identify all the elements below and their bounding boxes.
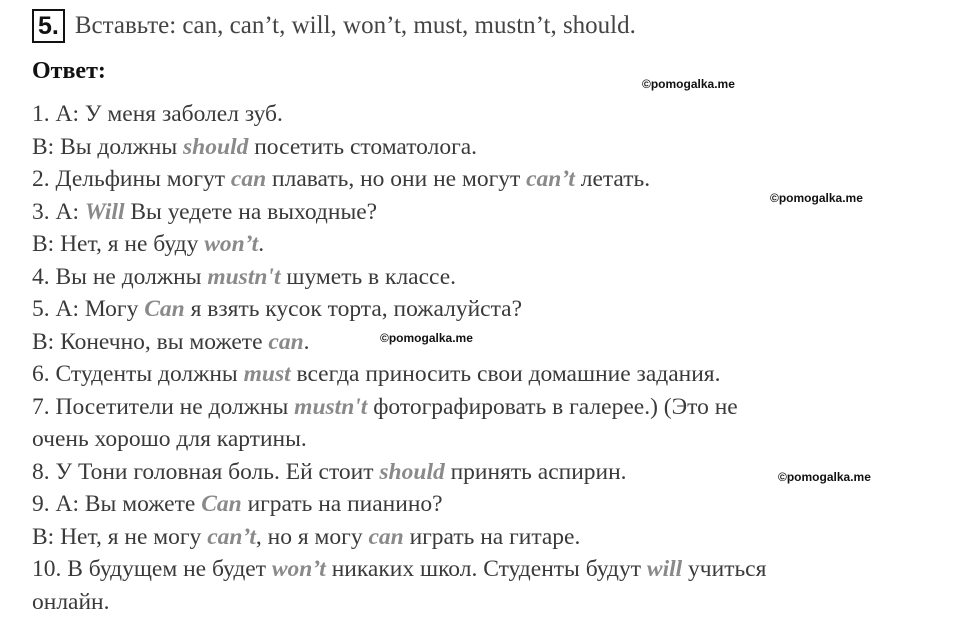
answer-line bbox=[32, 358, 932, 391]
line-text: . bbox=[258, 231, 265, 257]
line-text: В: Нет, я не буду bbox=[32, 231, 205, 257]
answer-line bbox=[32, 98, 932, 131]
answer-line bbox=[32, 521, 932, 554]
answer-lines bbox=[32, 98, 932, 618]
line-text: В: Вы должны bbox=[32, 133, 184, 160]
line-text: 6. Студенты должны bbox=[32, 361, 244, 387]
answer-line bbox=[32, 196, 932, 229]
line-text: принять аспирин. bbox=[444, 458, 627, 485]
inserted-word: can’t bbox=[526, 166, 575, 192]
answer-line bbox=[32, 228, 932, 261]
answer-line bbox=[32, 488, 932, 521]
line-text: 2. Дельфины могут bbox=[32, 166, 231, 192]
answer-line bbox=[32, 423, 932, 456]
inserted-word: Can bbox=[144, 296, 185, 322]
line-text: 9. А: Вы можете bbox=[32, 491, 202, 517]
line-text: 3. А: bbox=[32, 198, 85, 225]
line-text: играть на гитаре. bbox=[403, 523, 581, 550]
answer-line bbox=[32, 553, 932, 586]
inserted-word: can bbox=[230, 166, 267, 192]
inserted-word: won’t bbox=[271, 556, 326, 582]
answer-line bbox=[32, 456, 932, 489]
inserted-word: can’t bbox=[207, 523, 256, 550]
answer-line bbox=[32, 391, 932, 424]
task-instruction: Вставьте: can, can’t, will, won’t, must, mustn’t, should. bbox=[74, 12, 636, 39]
line-text: 4. Вы не должны bbox=[32, 263, 208, 290]
inserted-word: should bbox=[379, 458, 445, 485]
watermark: ©pomogalka.me bbox=[778, 470, 871, 484]
watermark: ©pomogalka.me bbox=[380, 331, 473, 345]
inserted-word: can bbox=[368, 523, 404, 550]
inserted-word: should bbox=[183, 133, 249, 160]
line-text: очень хорошо для картины. bbox=[32, 426, 307, 452]
line-text: 1. А: У меня заболел зуб. bbox=[32, 101, 283, 127]
line-text: 8. У Тони головная боль. Ей стоит bbox=[32, 458, 380, 485]
answer-line bbox=[32, 326, 932, 359]
inserted-word: Will bbox=[84, 198, 125, 225]
answer-line bbox=[32, 586, 932, 619]
answer-line bbox=[32, 293, 932, 326]
task-header bbox=[32, 8, 636, 44]
line-text: онлайн. bbox=[32, 588, 110, 615]
inserted-word: must bbox=[243, 361, 291, 387]
line-text: шуметь в классе. bbox=[280, 263, 457, 290]
answer-line bbox=[32, 131, 932, 164]
line-text: играть на пианино? bbox=[241, 491, 443, 517]
line-text: посетить стоматолога. bbox=[248, 133, 478, 160]
answer-line bbox=[32, 163, 932, 196]
watermark: ©pomogalka.me bbox=[642, 77, 735, 91]
answer-title: Ответ: bbox=[32, 58, 106, 84]
inserted-word: can bbox=[268, 328, 304, 355]
line-text: летать. bbox=[574, 166, 651, 192]
line-text: Вы уедете на выходные? bbox=[124, 198, 378, 225]
inserted-word: won’t bbox=[204, 231, 259, 257]
line-text: , но я могу bbox=[255, 523, 369, 550]
inserted-word: mustn't bbox=[207, 263, 281, 290]
line-text: 7. Посетители не должны bbox=[32, 393, 295, 420]
answer-line bbox=[32, 261, 932, 294]
line-text: 10. В будущем не будет bbox=[32, 556, 272, 582]
line-text: учиться bbox=[682, 556, 767, 582]
inserted-word: Can bbox=[201, 491, 242, 517]
line-text: фотографировать в галерее.) (Это не bbox=[367, 393, 738, 420]
inserted-word: will bbox=[646, 556, 683, 582]
task-number-box: 5. bbox=[32, 9, 65, 43]
line-text: всегда приносить свои домашние задания. bbox=[290, 361, 721, 387]
watermark: ©pomogalka.me bbox=[770, 191, 863, 205]
line-text: 5. А: Могу bbox=[32, 296, 145, 322]
line-text: никаких школ. Студенты будут bbox=[325, 556, 647, 582]
line-text: В: Нет, я не могу bbox=[32, 523, 208, 550]
line-text: В: Конечно, вы можете bbox=[32, 328, 269, 355]
inserted-word: mustn't bbox=[294, 393, 368, 420]
line-text: . bbox=[303, 328, 310, 355]
line-text: плавать, но они не могут bbox=[266, 166, 527, 192]
line-text: я взять кусок торта, пожалуйста? bbox=[184, 296, 523, 322]
